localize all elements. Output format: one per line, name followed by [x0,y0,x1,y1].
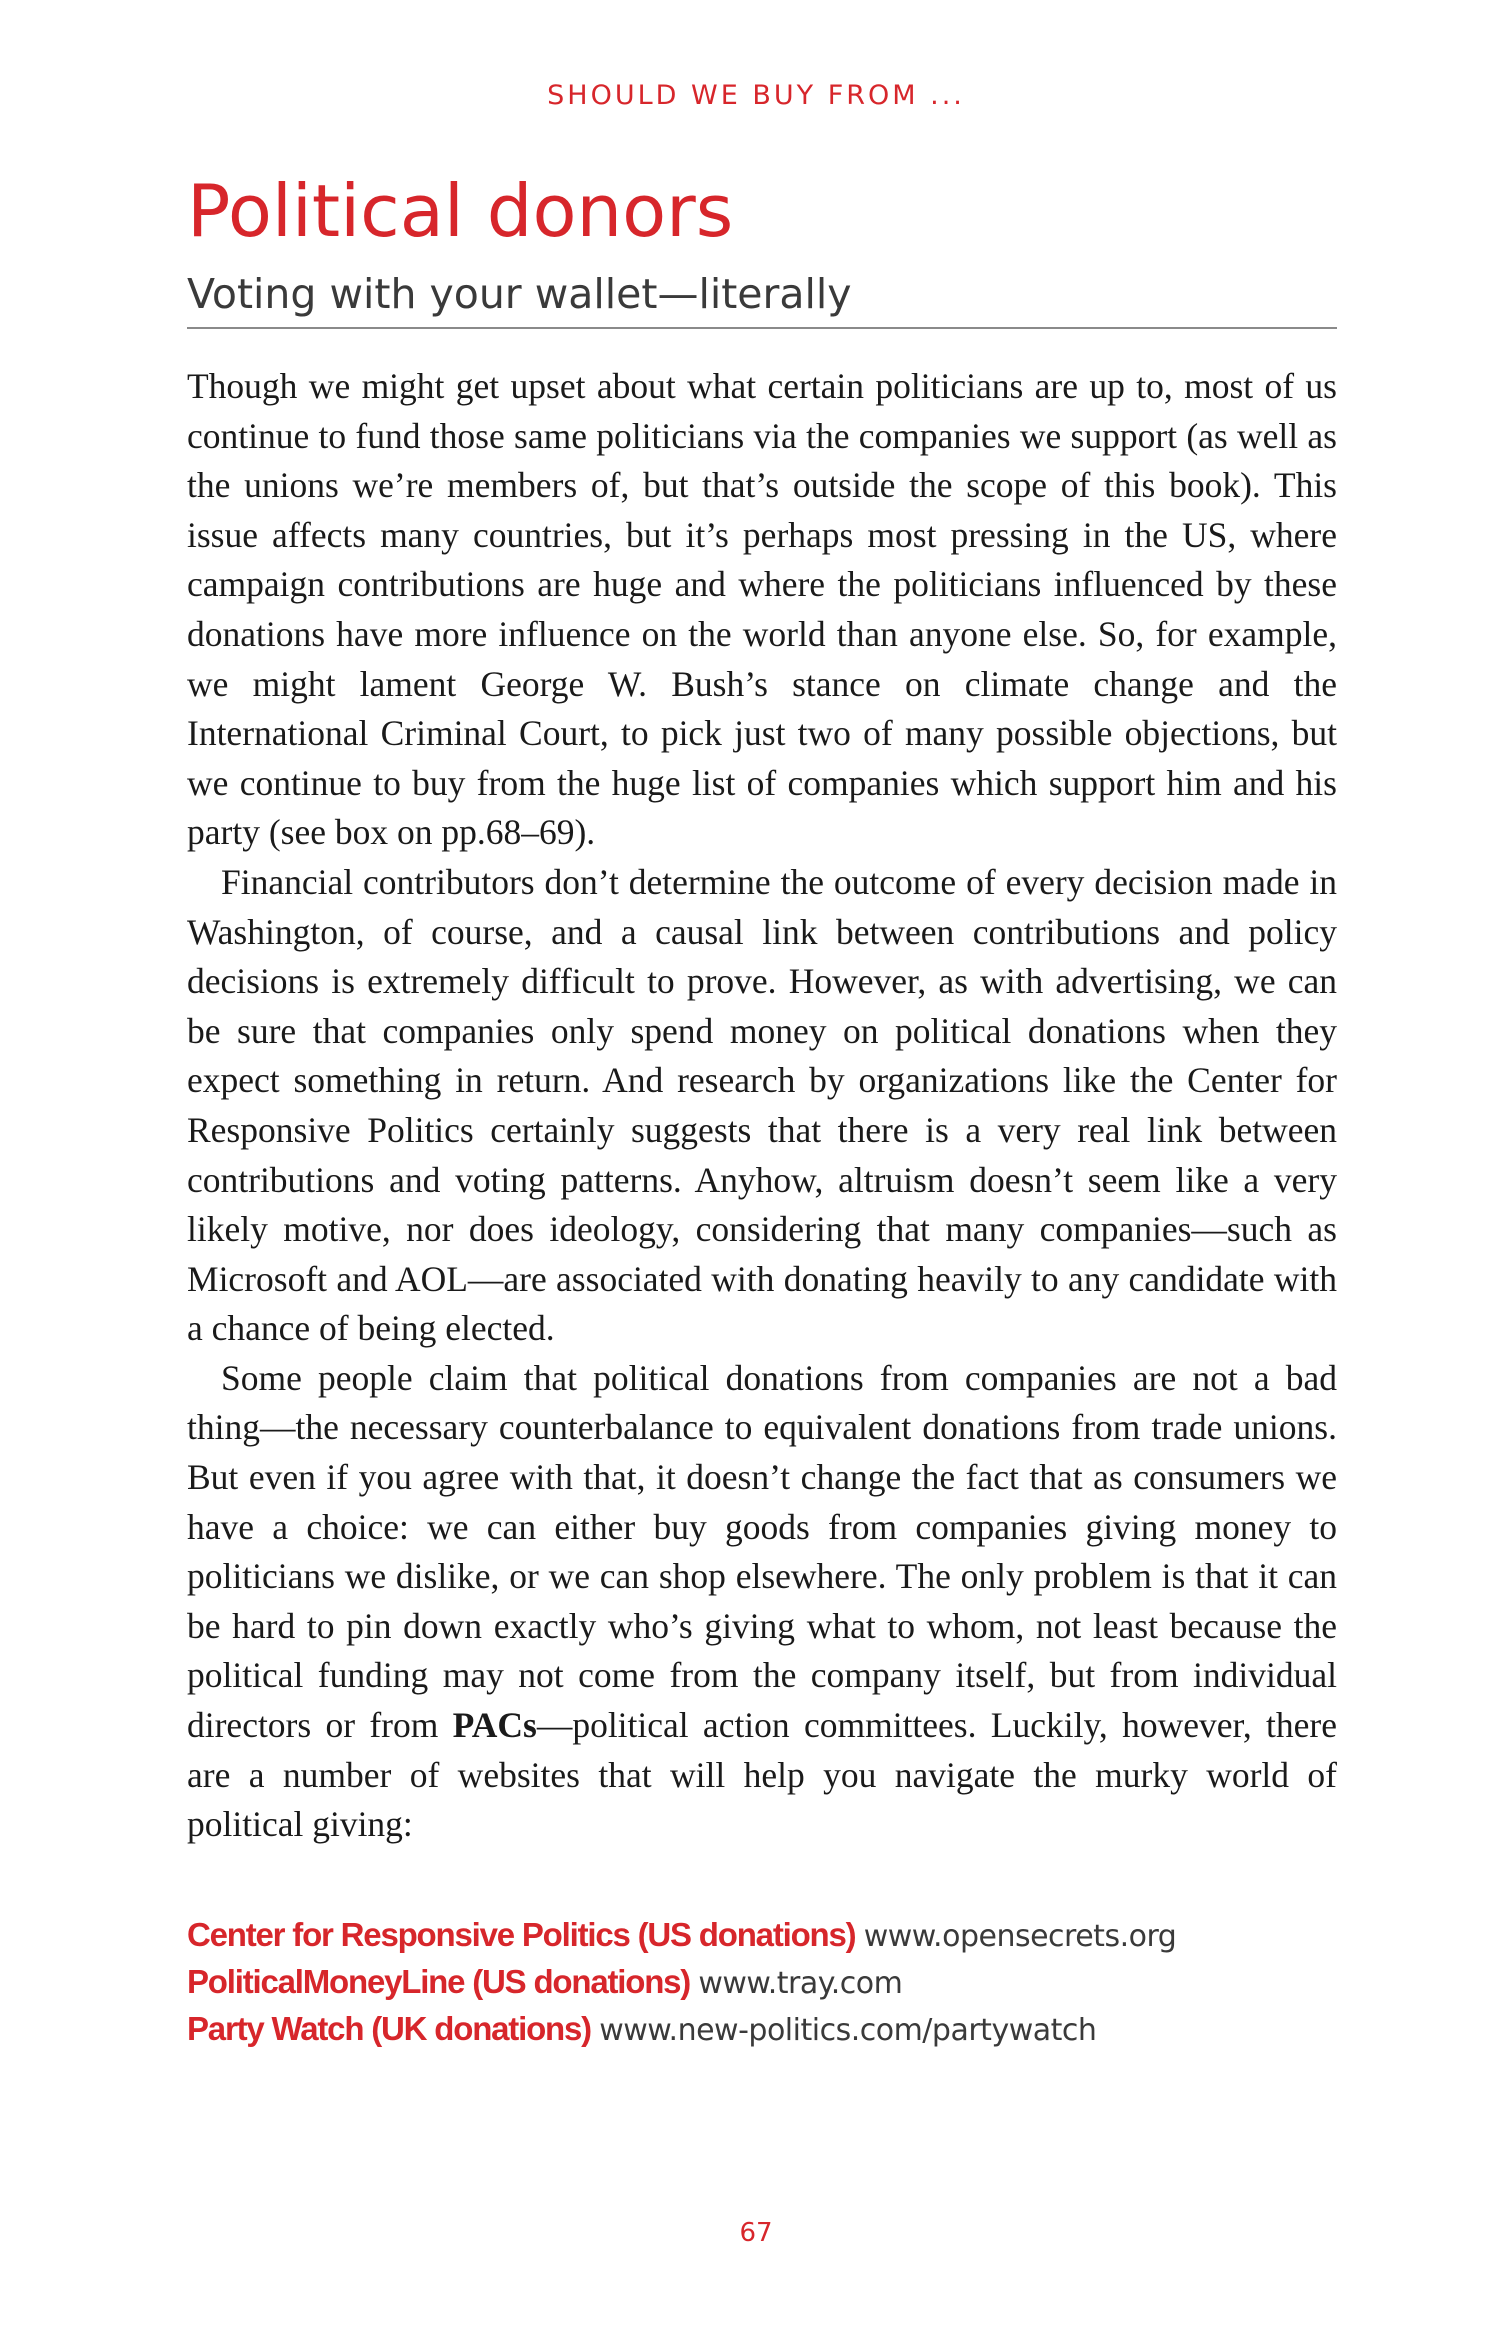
resource-url: www.opensecrets.org [863,1919,1177,1954]
resource-name: PoliticalMoneyLine (US donations) [187,1963,691,2000]
resource-item [187,2006,1337,2053]
paragraph-1: Though we might get upset about what certain politicians are up to, most of us continue to fund those same politicians via the companies we support (as well as the unions we’re members of, but that’s outside the scope of this book). This issue affects many countries, but it’s perhaps most pressing in the US, where campaign contributions are huge and where the politicians influenced by these donations have more influence on the world than anyone else. So, for example, we might lament George W. Bush’s stance on climate change and the International Criminal Court, to pick just two of many possible objections, but we continue to buy from the huge list of companies which support him and his party (see box on pp.68–69). [187,366,1337,853]
title-divider [187,327,1337,329]
paragraph-2: Financial contributors don’t determine the outcome of every decision made in Washington, of course, and a causal link between contributions and policy decisions is extremely difficult to prove. However, as with advertising, we can be sure that companies only spend money on political donations when they expect something in return. And research by organizations like the Center for Responsive Politics certainly suggests that there is a very real link between contributions and voting patterns. Anyhow, altruism doesn’t seem like a very likely motive, nor does ideology, considering that many companies—such as Microsoft and AOL—are associated with donating heavily to any candidate with a chance of being elected. [187,861,1337,1349]
resource-name: Center for Responsive Politics (US donations) [187,1916,856,1953]
page-title: Political donors [187,169,734,253]
resource-list [187,1912,1337,2053]
resource-url: www.tray.com [698,1966,903,2001]
resource-url: www.new-politics.com/partywatch [599,2013,1097,2048]
paragraph-3-text-before: Some people claim that political donations from companies are not a bad thing—the necessary counterbalance to equivalent donations from trade unions. But even if you agree with that, it doesn’t change the fact that as consumers we have a choice: we can either buy goods from companies giving money to politicians we dislike, or we can shop elsewhere. The only problem is that it can be hard to pin down exactly who’s giving what to whom, not least because the political funding may not come from the company itself, but from individual directors or from [187,1357,1337,1746]
paragraph-3 [187,1354,1337,1850]
page-subtitle: Voting with your wallet—literally [187,270,852,318]
running-head: SHOULD WE BUY FROM ... [547,80,965,111]
body-text [187,362,1337,1850]
resource-item [187,1959,1337,2006]
paragraph-3-text-after: —political action committees. Luckily, however, there are a number of websites that will help you navigate the murky world of political giving: [187,1705,1337,1845]
resource-name: Party Watch (UK donations) [187,2010,591,2047]
page-number: 67 [739,2218,773,2248]
resource-item [187,1912,1337,1959]
term-pacs: PACs [452,1705,537,1746]
